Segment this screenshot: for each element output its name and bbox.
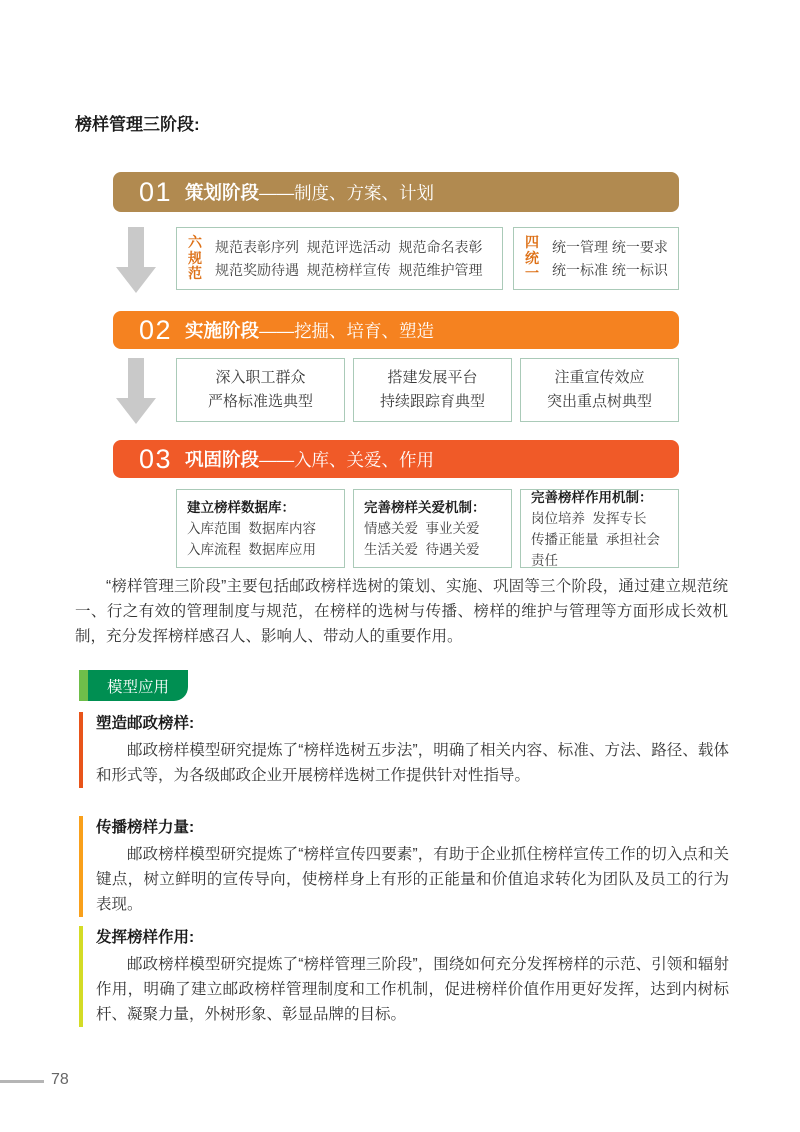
section2-heading: 传播榜样力量: <box>96 819 195 836</box>
section1-heading: 塑造邮政榜样: <box>96 715 195 732</box>
section-shaping-role-models <box>79 712 729 788</box>
stage3-box3-line2: 传播正能量 承担社会责任 <box>531 531 661 568</box>
down-arrow-icon <box>116 358 156 424</box>
stage3-number: 03 <box>139 443 173 474</box>
stage3-box3-title: 完善榜样作用机制： <box>531 489 653 505</box>
four-unifications-line2: 统一标准 统一标识 <box>552 262 668 278</box>
stage3-box3-line1: 岗位培养 发挥专长 <box>531 510 647 526</box>
six-norms-vertical-label: 六规范 <box>188 233 202 282</box>
stage3-box2-title: 完善榜样关爱机制： <box>364 500 486 515</box>
stage3-box2-line2: 生活关爱 待遇关爱 <box>364 542 480 557</box>
stage3-box2-line1: 情感关爱 事业关爱 <box>364 521 480 536</box>
stage3-box-3 <box>520 489 679 568</box>
six-norms-box <box>176 227 503 290</box>
summary-paragraph: “榜样管理三阶段”主要包括邮政榜样选树的策划、实施、巩固等三个阶段，通过建立规范统一、行之有效的管理制度与规范，在榜样的选树与传播、榜样的维护与管理等方面形成长效机制，充分发挥榜样感召人、影响人、带动人的重要作用。 <box>75 578 728 645</box>
section2-body: 邮政榜样模型研究提炼了“榜样宣传四要素”，有助于企业抓住榜样宣传工作的切入点和关键点，树立鲜明的宣传导向，使榜样身上有形的正能量和价值追求转化为团队及员工的行为表现。 <box>96 846 729 913</box>
stage2-box3-line1: 注重宣传效应 <box>554 369 645 386</box>
stage3-box1-line1: 入库范围 数据库内容 <box>187 521 317 536</box>
four-unifications-line1: 统一管理 统一要求 <box>552 239 668 255</box>
six-norms-line2: 规范奖励待遇 规范榜样宣传 规范维护管理 <box>215 262 483 278</box>
six-norms-line1: 规范表彰序列 规范评选活动 规范命名表彰 <box>215 239 483 255</box>
stage1-suffix: ——制度、方案、计划 <box>259 182 435 203</box>
stage3-banner <box>113 440 679 478</box>
stage2-box3-line2: 突出重点树典型 <box>546 393 652 410</box>
section-spreading-role-model-power <box>79 816 729 917</box>
stage3-box-1 <box>176 489 345 568</box>
stage3-name: 巩固阶段 <box>185 449 260 470</box>
four-unifications-box <box>513 227 679 290</box>
stage2-box1-line2: 严格标准选典型 <box>207 393 313 410</box>
page-title: 榜样管理三阶段: <box>75 115 200 134</box>
stage2-box-3 <box>520 358 679 422</box>
down-arrow-icon <box>116 227 156 293</box>
section3-heading: 发挥榜样作用: <box>96 929 195 946</box>
stage3-box-2 <box>353 489 512 568</box>
stage2-box-1 <box>176 358 345 422</box>
four-unifications-vertical-label: 四统一 <box>525 233 539 282</box>
stage3-suffix: ——入库、关爱、作用 <box>259 449 435 470</box>
tag-label: 模型应用 <box>88 670 188 701</box>
stage1-banner <box>113 172 679 212</box>
stage2-box1-line1: 深入职工群众 <box>215 369 306 386</box>
stage2-box2-line1: 搭建发展平台 <box>387 369 478 386</box>
stage3-box1-line2: 入库流程 数据库应用 <box>187 542 317 557</box>
tag-accent-bar <box>79 670 88 701</box>
section3-body: 邮政榜样模型研究提炼了“榜样管理三阶段”，围绕如何充分发挥榜样的示范、引领和辐射作用，明确了建立邮政榜样管理制度和工作机制，促进榜样价值作用更好发挥，达到内树标杆、凝聚力量，外树形象、彰显品牌的目标。 <box>96 956 729 1023</box>
stage2-banner <box>113 311 679 349</box>
stage3-box1-title: 建立榜样数据库： <box>187 500 295 515</box>
footer-rule <box>0 1080 44 1083</box>
stage1-number: 01 <box>139 176 173 207</box>
application-tag <box>79 670 188 701</box>
stage1-name: 策划阶段 <box>185 182 260 203</box>
stage2-name: 实施阶段 <box>185 320 260 341</box>
page-number: 78 <box>51 1071 69 1088</box>
stage2-box-2 <box>353 358 512 422</box>
stage2-box2-line2: 持续跟踪育典型 <box>379 393 485 410</box>
section-exerting-role-model-effect <box>79 926 729 1027</box>
section1-body: 邮政榜样模型研究提炼了“榜样选树五步法”，明确了相关内容、标准、方法、路径、载体和形式等，为各级邮政企业开展榜样选树工作提供针对性指导。 <box>96 742 729 784</box>
stage2-suffix: ——挖掘、培育、塑造 <box>259 320 435 341</box>
stage2-number: 02 <box>139 314 173 345</box>
